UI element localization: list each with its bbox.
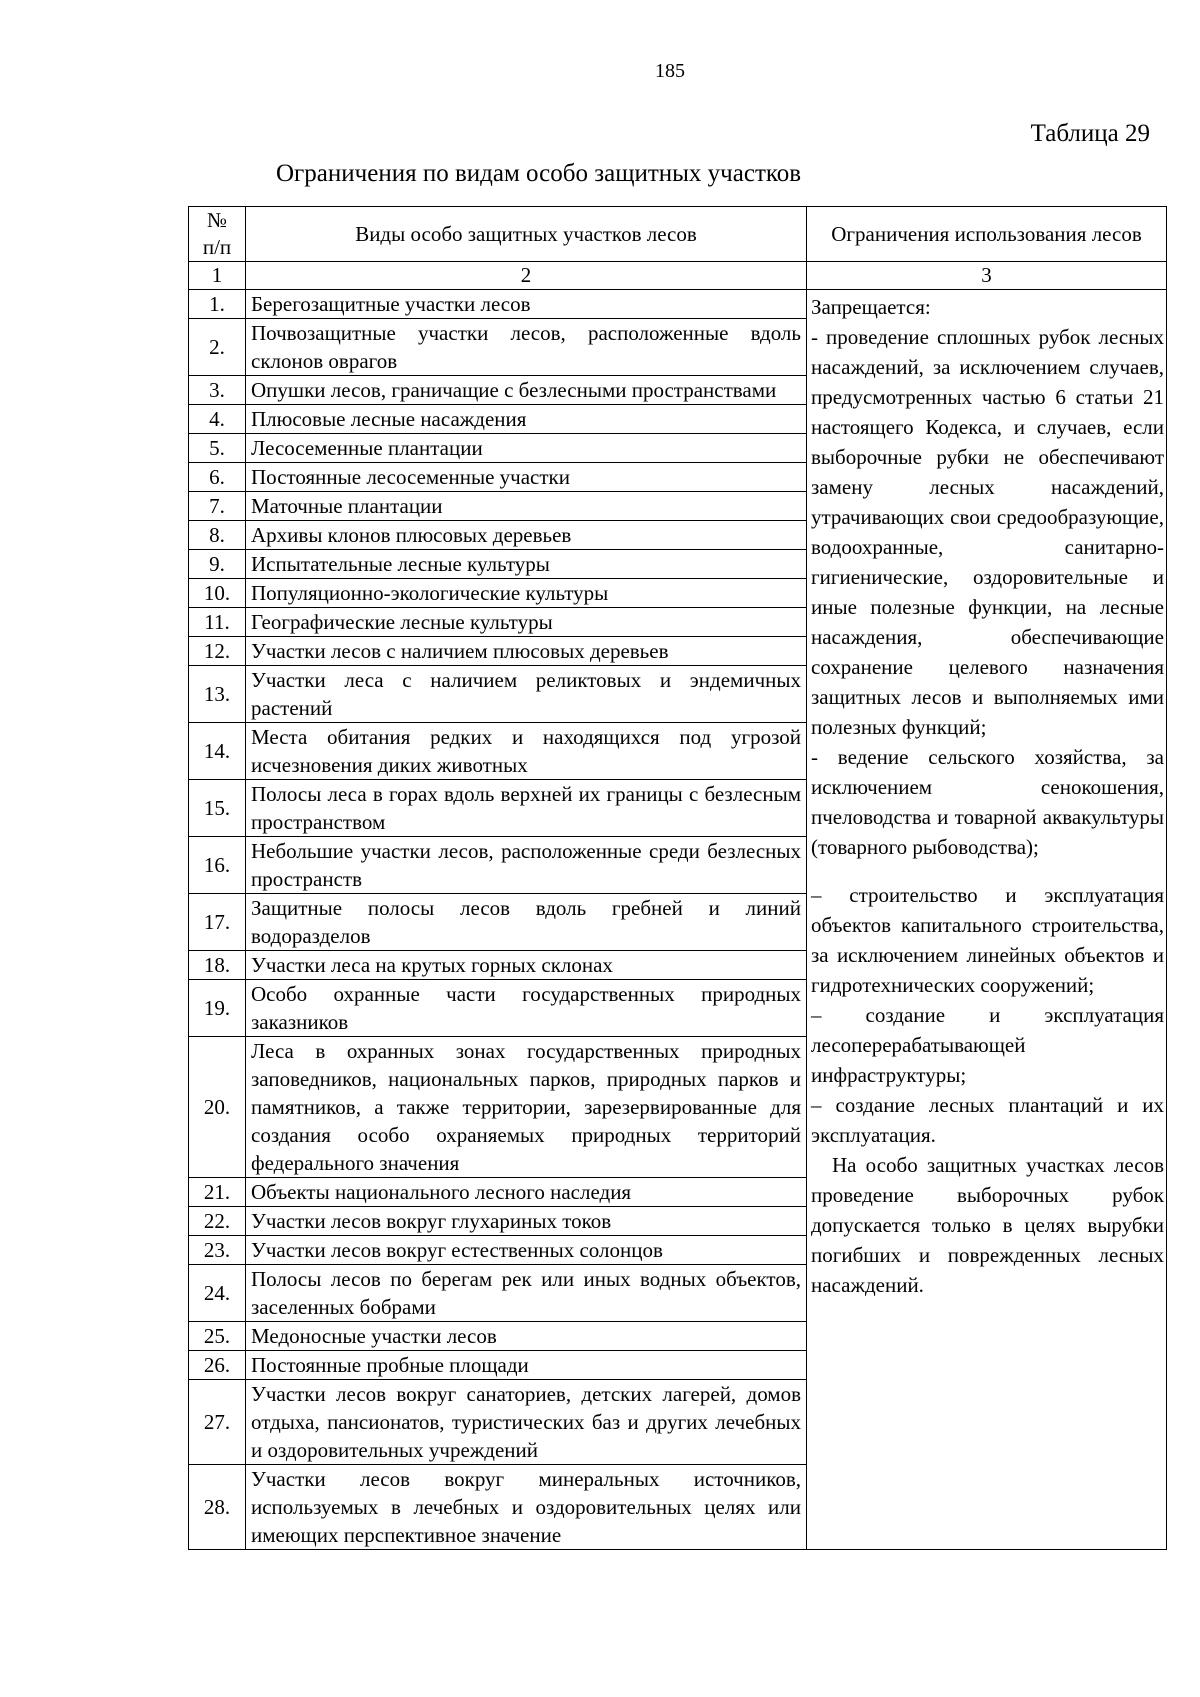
page-number: 185	[655, 60, 685, 82]
row-kind: Медоносные участки лесов	[246, 1322, 807, 1351]
row-number: 17.	[189, 894, 246, 951]
row-number: 4.	[189, 405, 246, 434]
row-number: 22.	[189, 1207, 246, 1236]
column-index-2: 2	[246, 262, 807, 290]
column-index-1: 1	[189, 262, 246, 290]
row-kind: Участки лесов вокруг глухариных токов	[246, 1207, 807, 1236]
row-kind: Участки лесов вокруг естественных солонцов	[246, 1236, 807, 1265]
header-restrictions: Ограничения использования лесов	[807, 207, 1167, 262]
restrictions-cell	[807, 290, 1167, 1550]
row-kind: Участки леса на крутых горных склонах	[246, 951, 807, 980]
column-index-row	[189, 262, 1167, 290]
row-number: 12.	[189, 637, 246, 666]
table-title: Ограничения по видам особо защитных участков	[276, 160, 802, 187]
row-number: 8.	[189, 521, 246, 550]
row-kind: Места обитания редких и находящихся под угрозой исчезновения диких животных	[246, 723, 807, 780]
row-number: 6.	[189, 463, 246, 492]
table-row	[189, 290, 1167, 319]
row-kind: Участки лесов вокруг минеральных источников, используемых в лечебных и оздоровительных целях или имеющих перспективное значение	[246, 1465, 807, 1550]
row-kind: Плюсовые лесные насаждения	[246, 405, 807, 434]
column-index-3: 3	[807, 262, 1167, 290]
row-kind: Участки лесов с наличием плюсовых деревьев	[246, 637, 807, 666]
row-kind: Почвозащитные участки лесов, расположенные вдоль склонов оврагов	[246, 319, 807, 376]
row-number: 18.	[189, 951, 246, 980]
table-label: Таблица 29	[1030, 120, 1150, 147]
row-number: 13.	[189, 666, 246, 723]
row-kind: Полосы леса в горах вдоль верхней их границы с безлесным пространством	[246, 780, 807, 837]
restriction-paragraph: – создание лесных плантаций и их эксплуатация.	[811, 1093, 1164, 1147]
row-number: 21.	[189, 1178, 246, 1207]
row-number: 20.	[189, 1037, 246, 1178]
restrictions-table-container	[188, 206, 1166, 1550]
row-kind: Популяционно-экологические культуры	[246, 579, 807, 608]
row-number: 25.	[189, 1322, 246, 1351]
row-kind: Леса в охранных зонах государственных природных заповедников, национальных парков, природных парков и памятников, а также территории, зарезервированные для создания особо охраняемых природных территорий федерального значения	[246, 1037, 807, 1178]
row-number: 10.	[189, 579, 246, 608]
row-kind: Участки лесов вокруг санаториев, детских лагерей, домов отдыха, пансионатов, туристических баз и других лечебных и оздоровительных учреждений	[246, 1380, 807, 1465]
row-number: 2.	[189, 319, 246, 376]
row-number: 26.	[189, 1351, 246, 1380]
row-kind: Лесосеменные плантации	[246, 434, 807, 463]
restrictions-table	[188, 206, 1167, 1550]
row-kind: Особо охранные части государственных природных заказников	[246, 980, 807, 1037]
row-kind: Полосы лесов по берегам рек или иных водных объектов, заселенных бобрами	[246, 1265, 807, 1322]
restriction-paragraph: - ведение сельского хозяйства, за исключением сенокошения, пчеловодства и товарной аквакультуры (товарного рыбоводства);	[811, 745, 1164, 859]
row-number: 27.	[189, 1380, 246, 1465]
row-number: 1.	[189, 290, 246, 319]
row-kind: Опушки лесов, граничащие с безлесными пространствами	[246, 376, 807, 405]
row-number: 19.	[189, 980, 246, 1037]
row-number: 5.	[189, 434, 246, 463]
restrictions-spacer	[811, 862, 1164, 880]
row-number: 28.	[189, 1465, 246, 1550]
row-kind: Участки леса с наличием реликтовых и эндемичных растений	[246, 666, 807, 723]
row-number: 23.	[189, 1236, 246, 1265]
row-number: 15.	[189, 780, 246, 837]
restriction-paragraph: Запрещается:	[811, 295, 931, 319]
row-kind: Географические лесные культуры	[246, 608, 807, 637]
row-kind: Архивы клонов плюсовых деревьев	[246, 521, 807, 550]
row-number: 14.	[189, 723, 246, 780]
row-number: 3.	[189, 376, 246, 405]
row-number: 9.	[189, 550, 246, 579]
row-number: 16.	[189, 837, 246, 894]
row-kind: Небольшие участки лесов, расположенные среди безлесных пространств	[246, 837, 807, 894]
header-kind: Виды особо защитных участков лесов	[246, 207, 807, 262]
row-number: 24.	[189, 1265, 246, 1322]
restriction-paragraph: На особо защитных участках лесов проведение выборочных рубок допускается только в целях вырубки погибших и поврежденных лесных насаждений.	[811, 1153, 1164, 1297]
row-number: 7.	[189, 492, 246, 521]
row-kind: Защитные полосы лесов вдоль гребней и линий водоразделов	[246, 894, 807, 951]
row-kind: Объекты национального лесного наследия	[246, 1178, 807, 1207]
restriction-paragraph: - проведение сплошных рубок лесных насаждений, за исключением случаев, предусмотренных частью 6 статьи 21 настоящего Кодекса, и случаев, если выборочные рубки не обеспечивают замену лесных насаждений, утрачивающих свои средообразующие, водоохранные, санитарно-гигиенические, оздоровительные и иные полезные функции, на лесные насаждения, обеспечивающие сохранение целевого назначения защитных лесов и выполняемых ими полезных функций;	[811, 325, 1164, 739]
table-header-row	[189, 207, 1167, 262]
row-kind: Берегозащитные участки лесов	[246, 290, 807, 319]
header-num: № п/п	[189, 207, 246, 262]
row-number: 11.	[189, 608, 246, 637]
row-kind: Постоянные пробные площади	[246, 1351, 807, 1380]
restriction-paragraph: – создание и эксплуатация лесоперерабатывающей инфраструктуры;	[811, 1003, 1164, 1087]
row-kind: Маточные плантации	[246, 492, 807, 521]
restriction-paragraph: – строительство и эксплуатация объектов капитального строительства, за исключением линейных объектов и гидротехнических сооружений;	[811, 883, 1164, 997]
row-kind: Постоянные лесосеменные участки	[246, 463, 807, 492]
row-kind: Испытательные лесные культуры	[246, 550, 807, 579]
